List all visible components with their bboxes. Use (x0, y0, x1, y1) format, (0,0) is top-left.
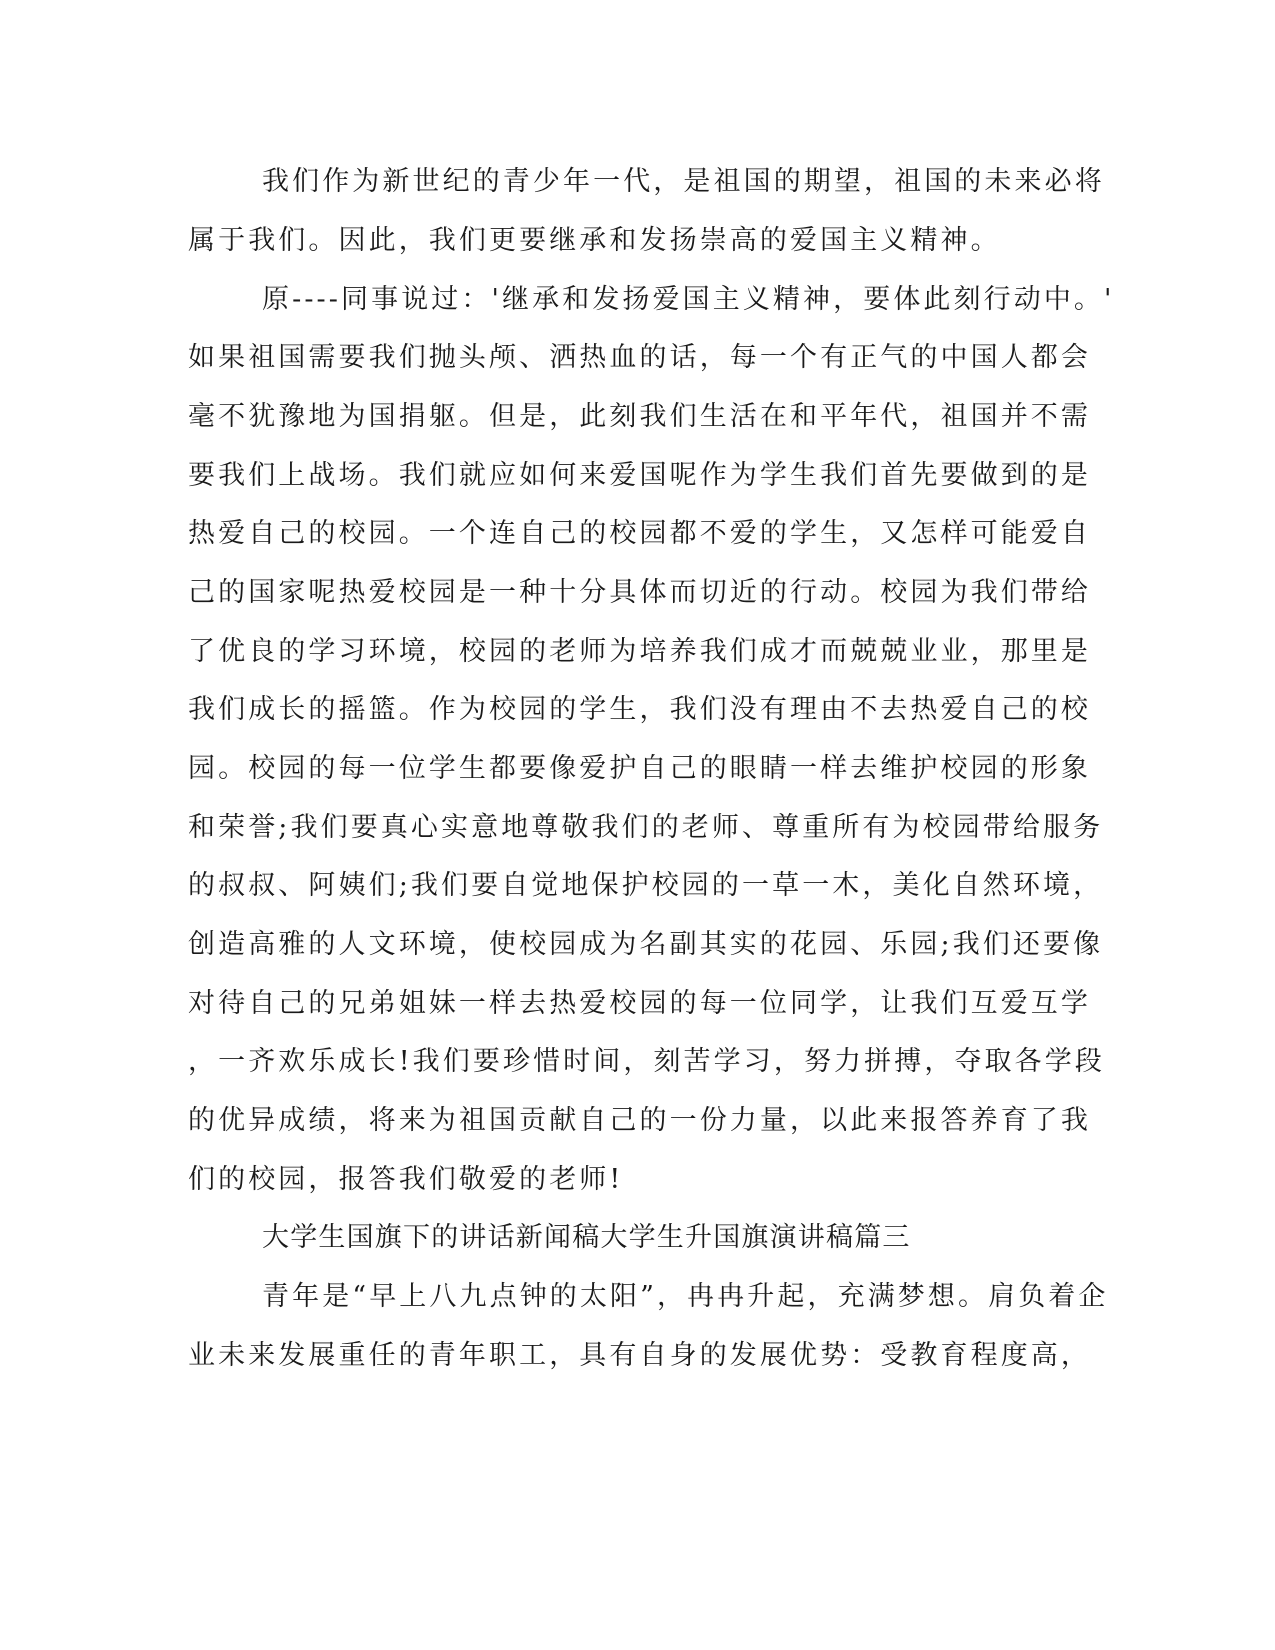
paragraph-line: 业未来发展重任的青年职工，具有自身的发展优势：受教育程度高， (188, 1340, 1091, 1371)
paragraph-line: 了优良的学习环境，校园的老师为培养我们成才而兢兢业业，那里是 (188, 636, 1091, 667)
paragraph-line: 己的国家呢热爱校园是一种十分具体而切近的行动。校园为我们带给 (188, 577, 1091, 608)
paragraph-line: 原----同事说过：'继承和发扬爱国主义精神，要体此刻行动中。' (262, 284, 1115, 315)
paragraph-line: 我们成长的摇篮。作为校园的学生，我们没有理由不去热爱自己的校 (188, 694, 1091, 725)
paragraph-line: 对待自己的兄弟姐妹一样去热爱校园的每一位同学，让我们互爱互学 (188, 988, 1091, 1019)
paragraph-line: 如果祖国需要我们抛头颅、洒热血的话，每一个有正气的中国人都会 (188, 342, 1091, 373)
paragraph-line: 青年是“早上八九点钟的太阳”，冉冉升起，充满梦想。肩负着企 (262, 1281, 1109, 1312)
paragraph-line: 属于我们。因此，我们更要继承和发扬崇高的爱国主义精神。 (188, 225, 1001, 256)
paragraph-line: 要我们上战场。我们就应如何来爱国呢作为学生我们首先要做到的是 (188, 460, 1091, 491)
section-title: 大学生国旗下的讲话新闻稿大学生升国旗演讲稿篇三 (262, 1222, 911, 1253)
paragraph-line: 创造高雅的人文环境，使校园成为名副其实的花园、乐园;我们还要像 (188, 929, 1104, 960)
paragraph-line: 和荣誉;我们要真心实意地尊敬我们的老师、尊重所有为校园带给服务 (188, 812, 1104, 843)
paragraph-line: 我们作为新世纪的青少年一代，是祖国的期望，祖国的未来必将 (262, 166, 1105, 197)
paragraph-line: 们的校园，报答我们敬爱的老师! (188, 1164, 624, 1195)
paragraph-line: 园。校园的每一位学生都要像爱护自己的眼睛一样去维护校园的形象 (188, 753, 1091, 784)
paragraph-line: ，一齐欢乐成长!我们要珍惜时间，刻苦学习，努力拼搏，夺取各学段 (188, 1046, 1105, 1077)
paragraph-line: 的叔叔、阿姨们;我们要自觉地保护校园的一草一木，美化自然环境， (188, 870, 1104, 901)
paragraph-line: 毫不犹豫地为国捐躯。但是，此刻我们生活在和平年代，祖国并不需 (188, 401, 1091, 432)
paragraph-line: 的优异成绩，将来为祖国贡献自己的一份力量，以此来报答养育了我 (188, 1105, 1091, 1136)
paragraph-line: 热爱自己的校园。一个连自己的校园都不爱的学生，又怎样可能爱自 (188, 518, 1091, 549)
